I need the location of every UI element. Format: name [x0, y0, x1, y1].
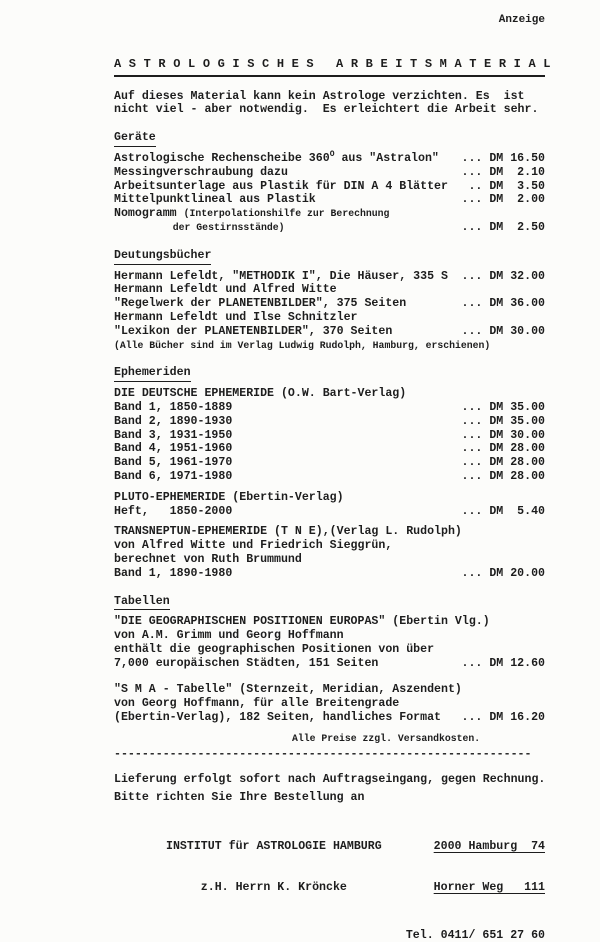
- row-label: "DIE GEOGRAPHISCHEN POSITIONEN EUROPAS" (Ebertin Vlg.): [114, 615, 490, 629]
- price-row: [114, 429, 545, 443]
- institute-block: [166, 812, 382, 922]
- row-label: Hermann Lefeldt, "METHODIK I", Die Häuser, 335 S: [114, 269, 448, 283]
- address-city: 2000 Hamburg 74: [433, 839, 545, 853]
- page-title: A S T R O L O G I S C H E S A R B E I T S M A T E R I A L: [114, 58, 545, 77]
- section-heading-geraete: Geräte: [114, 131, 156, 147]
- contact-block: [114, 812, 545, 922]
- row-label: enthält die geographischen Positionen von über: [114, 642, 435, 656]
- section-rows-geraete: [114, 152, 545, 235]
- row-label: berechnet von Ruth Brummund: [114, 552, 302, 566]
- row-price: ... DM 20.00: [461, 566, 545, 580]
- row-label: der Gestirnsstände): [114, 221, 285, 233]
- advert-label: Anzeige: [498, 14, 545, 26]
- blank-line: [114, 518, 545, 525]
- section-rows-ephemeriden: [114, 387, 545, 580]
- text-row: [114, 283, 545, 297]
- row-price: ... DM 5.40: [461, 504, 545, 518]
- row-label: (Ebertin-Verlag), 182 Seiten, handliches Format: [114, 711, 441, 725]
- row-label: Mittelpunktlineal aus Plastik: [114, 193, 316, 207]
- price-row: [114, 442, 545, 456]
- text-row: [114, 491, 545, 505]
- price-row: [114, 270, 545, 284]
- row-price: ... DM 28.00: [461, 469, 545, 483]
- row-label: Band 2, 1890-1930: [114, 414, 233, 428]
- price-row: [114, 166, 545, 180]
- row-label: von Alfred Witte und Friedrich Sieggrün,: [114, 539, 393, 553]
- row-label: Messingverschraubung dazu: [114, 165, 288, 179]
- text-row: [114, 615, 545, 629]
- row-label: "Lexikon der PLANETENBILDER", 370 Seiten: [114, 324, 393, 338]
- row-label: von Georg Hoffmann, für alle Breitengrade: [114, 697, 400, 711]
- text-row: [114, 207, 545, 221]
- row-label: Hermann Lefeldt und Ilse Schnitzler: [114, 310, 358, 324]
- section-deutungsbuecher: [114, 249, 545, 353]
- row-price: ... DM 36.00: [461, 297, 545, 311]
- row-label: Hermann Lefeldt und Alfred Witte: [114, 283, 337, 297]
- section-heading-ephemeriden: Ephemeriden: [114, 366, 191, 382]
- institute-attn: z.H. Herrn K. Kröncke: [200, 881, 347, 895]
- row-price: ... DM 32.00: [461, 269, 545, 283]
- row-label: Band 1, 1890-1980: [114, 566, 233, 580]
- divider-dashes: ------------------------------------------------------------: [114, 747, 532, 761]
- row-price: ... DM 28.00: [461, 442, 545, 456]
- row-price: ... DM 30.00: [461, 324, 545, 338]
- section-geraete: [114, 131, 545, 235]
- degree-superscript: O: [329, 150, 335, 160]
- row-label: PLUTO-EPHEMERIDE (Ebertin-Verlag): [114, 490, 344, 504]
- row-price: ... DM 35.00: [461, 400, 545, 414]
- row-label: DIE DEUTSCHE EPHEMERIDE (O.W. Bart-Verlag): [114, 387, 407, 401]
- price-row: [114, 470, 545, 484]
- delivery-note: Lieferung erfolgt sofort nach Auftragseingang, gegen Rechnung.: [114, 772, 546, 786]
- shipping-note: Alle Preise zzgl. Versandkosten.: [292, 732, 481, 744]
- row-price: ... DM 2.10: [461, 165, 545, 179]
- row-label: (Alle Bücher sind im Verlag Ludwig Rudolph, Hamburg, erschienen): [114, 339, 491, 351]
- row-label: Band 6, 1971-1980: [114, 469, 233, 483]
- text-row: [114, 629, 545, 643]
- row-price: ... DM 16.50: [461, 151, 545, 165]
- text-row: [114, 525, 545, 539]
- phone-number: Tel. 0411/ 651 27 60: [405, 928, 545, 942]
- row-label: Heft, 1850-2000: [114, 504, 233, 518]
- section-rows-tabellen: [114, 615, 545, 725]
- text-row: [114, 683, 545, 697]
- row-label: von A.M. Grimm und Georg Hoffmann: [114, 629, 344, 643]
- row-label: Band 4, 1951-1960: [114, 442, 233, 456]
- text-row: [114, 643, 545, 657]
- row-price: ... DM 2.00: [461, 193, 545, 207]
- row-label: Arbeitsunterlage aus Plastik für DIN A 4 Blätter: [114, 179, 448, 193]
- price-row: [114, 221, 545, 235]
- section-heading-deutungsbuecher: Deutungsbücher: [114, 249, 211, 265]
- row-label: "Regelwerk der PLANETENBILDER", 375 Seiten: [114, 297, 407, 311]
- section-tabellen: [114, 595, 545, 725]
- row-label: Band 1, 1850-1889: [114, 400, 233, 414]
- address-street: Horner Weg 111: [433, 881, 545, 895]
- price-row: [114, 567, 545, 581]
- section-heading-tabellen: Tabellen: [114, 595, 170, 611]
- row-label: TRANSNEPTUN-EPHEMERIDE (T N E),(Verlag L. Rudolph): [114, 525, 462, 539]
- section-rows-deutungsbuecher: [114, 270, 545, 353]
- order-note: Bitte richten Sie Ihre Bestellung an: [114, 791, 365, 805]
- section-ephemeriden: [114, 366, 545, 580]
- row-label: Nomogramm (Interpolationshilfe zur Berechnung: [114, 207, 390, 221]
- price-row: [114, 401, 545, 415]
- row-price: ... DM 35.00: [461, 414, 545, 428]
- price-row: [114, 193, 545, 207]
- row-label: Band 3, 1931-1950: [114, 428, 233, 442]
- blank-line: [114, 484, 545, 491]
- intro-line-2: nicht viel - aber notwendig. Es erleichtert die Arbeit sehr.: [114, 103, 539, 117]
- price-row: [114, 657, 545, 671]
- row-price: .. DM 3.50: [468, 179, 545, 193]
- price-row: [114, 456, 545, 470]
- row-label: 7,000 europäischen Städten, 151 Seiten: [114, 656, 379, 670]
- row-price: ... DM 30.00: [461, 428, 545, 442]
- address-block: [434, 812, 545, 922]
- text-row: [114, 311, 545, 325]
- price-row: [114, 505, 545, 519]
- row-label: Astrologische Rechenscheibe $360^O$ aus "Astralon": [114, 150, 439, 165]
- price-row: [114, 152, 545, 166]
- intro-text: [114, 90, 545, 118]
- text-row: [114, 553, 545, 567]
- text-row: [114, 387, 545, 401]
- row-label: Band 5, 1961-1970: [114, 456, 233, 470]
- price-row: [114, 325, 545, 339]
- row-label: "S M A - Tabelle" (Sternzeit, Meridian, Aszendent): [114, 683, 462, 697]
- row-price: ... DM 12.60: [461, 656, 545, 670]
- intro-line-1: Auf dieses Material kann kein Astrologe verzichten. Es ist: [114, 89, 525, 103]
- price-row: [114, 297, 545, 311]
- price-row: [114, 711, 545, 725]
- text-row: [114, 339, 545, 353]
- row-price: ... DM 2.50: [461, 220, 545, 234]
- price-row: [114, 415, 545, 429]
- blank-line: [114, 670, 545, 683]
- row-price: ... DM 28.00: [461, 456, 545, 470]
- price-row: [114, 180, 545, 194]
- text-row: [114, 539, 545, 553]
- row-price: ... DM 16.20: [461, 711, 545, 725]
- institute-name: INSTITUT für ASTROLOGIE HAMBURG: [166, 839, 382, 853]
- text-row: [114, 697, 545, 711]
